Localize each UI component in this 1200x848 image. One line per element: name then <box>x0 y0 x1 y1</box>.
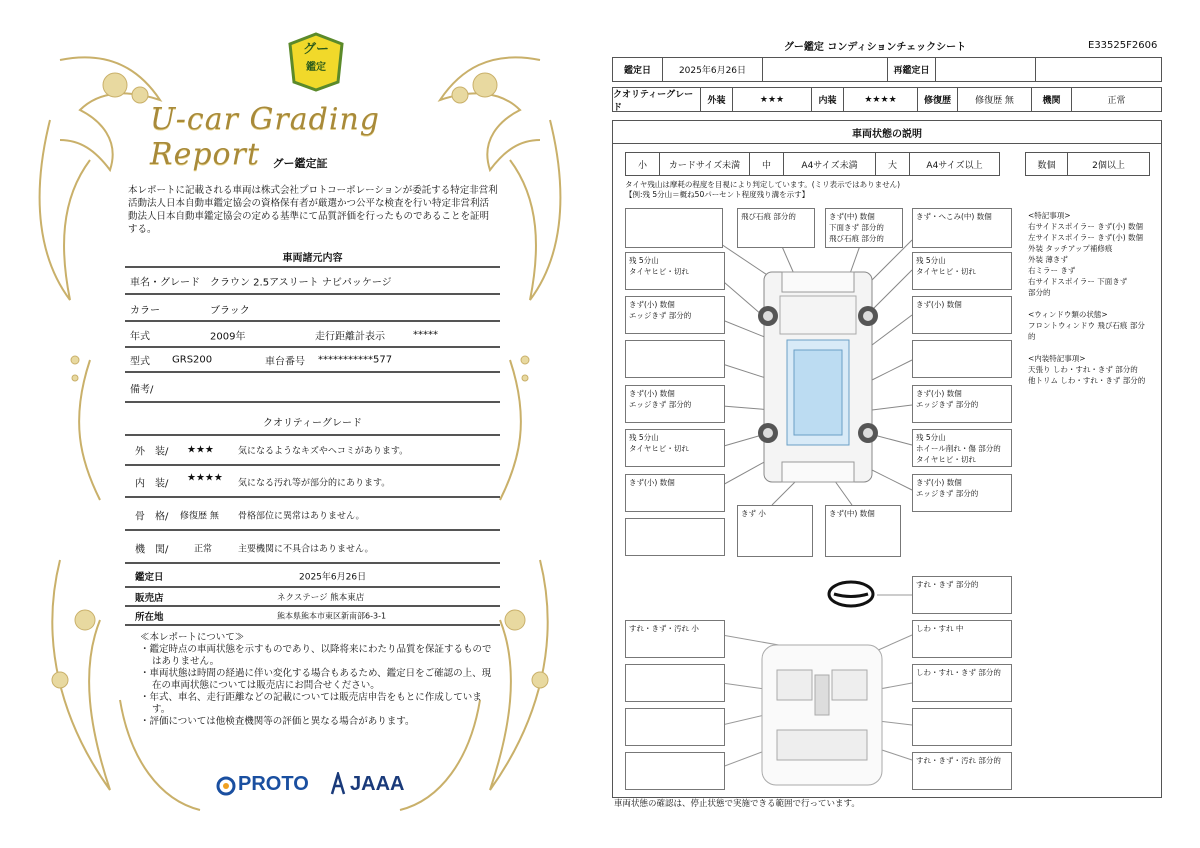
damage-box-right-1: 残 5分山 タイヤヒビ・切れ <box>912 252 1012 290</box>
spec-section-title: 車両諸元内容 <box>282 253 343 264</box>
quality-desc: 気になるようなキズやヘコミがあります。 <box>238 446 409 457</box>
interior-box-left-1: すれ・きず・汚れ 小 <box>625 620 725 658</box>
quality-desc: 主要機関に不具合はありません。 <box>238 544 374 554</box>
quality-row-engine <box>125 533 500 564</box>
steering-wheel-icon <box>826 579 876 609</box>
damage-box-left-7 <box>625 518 725 556</box>
quality-value: 修復歴 無 <box>180 511 219 521</box>
spec-row-model <box>125 348 500 373</box>
name-label: 車名・グレード <box>130 277 200 288</box>
damage-box-front: きず(中) 数個 下面きず 部分的 飛び石痕 部分的 <box>825 208 903 248</box>
proto-logo-icon <box>216 776 236 796</box>
damage-box-left-4: きず(小) 数個 エッジきず 部分的 <box>625 385 725 423</box>
special-notes: <特記事項> 右サイドスポイラー きず(小) 数個 左サイドスポイラー きず(小) 数個 外装 タッチアップ補修痕 外装 薄きず 右ミラー きず 右サイドスポイラー 下面きず 部分的 <ウィンドウ類の状態> フロントウィンドウ 飛び石痕 部分的 <内装特記事項> 天張り しわ・すれ・きず 部分的 他トリム しわ・すれ・きず 部分的 <box>1025 208 1150 458</box>
appraisal-label: 所在地 <box>135 612 164 623</box>
quality-row-frame <box>125 500 500 531</box>
note-item: ・評価については他検査機関等の評価と異なる場合があります。 <box>140 716 415 727</box>
count-legend <box>1025 152 1150 176</box>
model-value: GRS200 <box>172 354 213 365</box>
size-count: 数個 <box>1026 153 1068 175</box>
badge-line2: 鑑定 <box>306 62 326 73</box>
damage-box-front-right: きず・へこみ(中) 数個 <box>912 208 1012 248</box>
quality-value: ★★★★ <box>187 472 223 484</box>
engine-label: 機関 <box>1032 88 1072 111</box>
grade-label: クオリティーグレード <box>613 88 701 111</box>
report-notes <box>140 632 500 728</box>
condition-check-sheet <box>600 0 1200 848</box>
note-item: ・鑑定時点の車両状態を示すものであり、以降将来にわたり品質を保証するものではありません。 <box>140 644 492 667</box>
spec-row-year <box>125 324 500 346</box>
mileage-label: 走行距離計表示 <box>315 331 385 343</box>
quality-desc: 骨格部位に異常はありません。 <box>238 511 365 521</box>
certificate-title: グー鑑定証 <box>272 157 328 170</box>
appraisal-row-date <box>125 566 500 588</box>
footnote: 車両状態の確認は、停止状態で実施できる範囲で行っています。 <box>614 799 860 809</box>
quality-label: 機 関/ <box>135 544 169 555</box>
year-label: 年式 <box>130 331 150 343</box>
appraisal-value: 熊本県熊本市東区新南部6-3-1 <box>277 611 387 621</box>
interior-box-left-2 <box>625 664 725 702</box>
quality-label: 内 装/ <box>135 478 169 490</box>
badge-line1: グー <box>302 42 329 57</box>
size-small: 小 <box>626 153 660 175</box>
exterior-label: 外装 <box>701 88 733 111</box>
model-label: 型式 <box>130 356 150 367</box>
repair-value: 修復歴 無 <box>958 88 1032 111</box>
certificate-body: 本レポートに記載される車両は株式会社プロトコーポレーションが委託する特定非営利活動法人日本自動車鑑定協会の資格保有者が厳選かつ公平な検査を行い特定非営利活動法人日本自動車鑑定協会の定める基準にて品質評価を行ったものであることを証明する。 <box>128 185 498 235</box>
note-item: ・車両状態は時間の経過に伴い変化する場合もあるため、鑑定日をご確認の上、現在の車両状態については販売店にお問合せください。 <box>140 668 492 691</box>
interior-box-right-1: しわ・すれ 中 <box>912 620 1012 658</box>
quality-value: 正常 <box>194 544 213 554</box>
tire-note: タイヤ残山は摩耗の程度を目視により判定しています。(ミリ表示ではありません) <box>625 180 901 189</box>
quality-value: ★★★ <box>187 444 214 456</box>
interior-box-steering: すれ・きず 部分的 <box>912 576 1012 614</box>
damage-box-hood: 飛び石痕 部分的 <box>737 208 815 248</box>
reappraisal-label: 再鑑定日 <box>888 58 936 81</box>
interior-box-right-4: すれ・きず・汚れ 部分的 <box>912 752 1012 790</box>
condition-title: 車両状態の説明 <box>612 120 1162 144</box>
quality-label: 骨 格/ <box>135 511 169 522</box>
damage-box-left-2: きず(小) 数個 エッジきず 部分的 <box>625 296 725 334</box>
size-medium-desc: A4サイズ未満 <box>784 153 876 175</box>
damage-box-front-left <box>625 208 723 248</box>
document-id: E33525F2606 <box>1088 40 1158 51</box>
size-medium: 中 <box>750 153 784 175</box>
size-large-desc: A4サイズ以上 <box>926 160 983 171</box>
interior-box-left-3 <box>625 708 725 746</box>
date-blank <box>1036 58 1161 81</box>
damage-box-rear-left: きず 小 <box>737 505 813 557</box>
spec-row-color <box>125 297 500 322</box>
appraisal-label: 販売店 <box>135 593 164 604</box>
appraisal-value: 2025年6月26日 <box>299 572 367 583</box>
quality-desc: 気になる汚れ等が部分的にあります。 <box>238 478 391 489</box>
spec-row-remarks <box>125 375 500 403</box>
color-value: ブラック <box>210 305 250 316</box>
damage-box-left-5: 残 5分山 タイヤヒビ・切れ <box>625 429 725 467</box>
quality-row-exterior <box>125 436 500 466</box>
year-value: 2009年 <box>210 331 246 343</box>
jaaa-logo-text: JAAA <box>350 773 405 795</box>
sheet-title: グー鑑定 コンディションチェックシート <box>783 42 967 53</box>
notes-title: ≪本レポートについて≫ <box>140 632 245 643</box>
damage-box-right-2: きず(小) 数個 <box>912 296 1012 334</box>
jaaa-logo-icon <box>328 772 348 796</box>
quality-label: 外 装/ <box>135 446 169 458</box>
grade-row <box>612 87 1162 112</box>
damage-box-left-3 <box>625 340 725 378</box>
size-large: 大 <box>876 153 910 175</box>
interior-value: ★★★★ <box>844 88 918 111</box>
size-count-desc: 2個以上 <box>1092 160 1125 171</box>
size-legend <box>625 152 1000 176</box>
damage-box-left-6: きず(小) 数個 <box>625 474 725 512</box>
reappraisal-value <box>936 58 1036 81</box>
interior-label: 内装 <box>812 88 844 111</box>
quality-row-interior <box>125 468 500 498</box>
date-value: 2025年6月26日 <box>663 58 763 81</box>
exterior-value: ★★★ <box>733 88 812 111</box>
damage-box-right-3 <box>912 340 1012 378</box>
date-row <box>612 57 1162 82</box>
brand-title: U-car Grading Report <box>150 102 380 172</box>
note-item: ・年式、車名、走行距離などの記載については販売店申告をもとに作成しています。 <box>140 692 482 715</box>
color-label: カラー <box>130 305 160 316</box>
appraisal-value: ネクステージ 熊本東店 <box>277 593 365 603</box>
name-value: クラウン 2.5アスリート ナビパッケージ <box>210 277 392 288</box>
damage-box-right-5: 残 5分山 ホイール削れ・傷 部分的 タイヤヒビ・切れ <box>912 429 1012 467</box>
engine-value: 正常 <box>1107 96 1126 106</box>
mileage-value: ***** <box>413 329 438 341</box>
interior-box-left-4 <box>625 752 725 790</box>
damage-box-right-6: きず(小) 数個 エッジきず 部分的 <box>912 474 1012 512</box>
damage-box-left-1: 残 5分山 タイヤヒビ・切れ <box>625 252 725 290</box>
appraisal-row-dealer <box>125 589 500 607</box>
interior-box-right-3 <box>912 708 1012 746</box>
proto-logo-text: PROTO <box>238 773 309 795</box>
quality-section-title: クオリティーグレード <box>263 418 362 429</box>
damage-box-rear-right: きず(中) 数個 <box>825 505 901 557</box>
size-small-desc: カードサイズ未満 <box>660 153 750 175</box>
interior-box-right-2: しわ・すれ・きず 部分的 <box>912 664 1012 702</box>
date-label: 鑑定日 <box>613 58 663 81</box>
damage-box-right-4: きず(小) 数個 エッジきず 部分的 <box>912 385 1012 423</box>
vin-label: 車台番号 <box>265 356 305 367</box>
date-blank <box>763 58 888 81</box>
appraisal-label: 鑑定日 <box>135 572 164 583</box>
repair-label: 修復歴 <box>918 88 958 111</box>
spec-row-name <box>125 268 500 295</box>
appraisal-row-address <box>125 608 500 626</box>
vin-value: ***********577 <box>318 354 393 365</box>
tire-note-example: 【例:残 5分山＝概ね50パーセント程度残り溝を示す】 <box>625 190 810 199</box>
remarks-label: 備考/ <box>130 384 154 396</box>
